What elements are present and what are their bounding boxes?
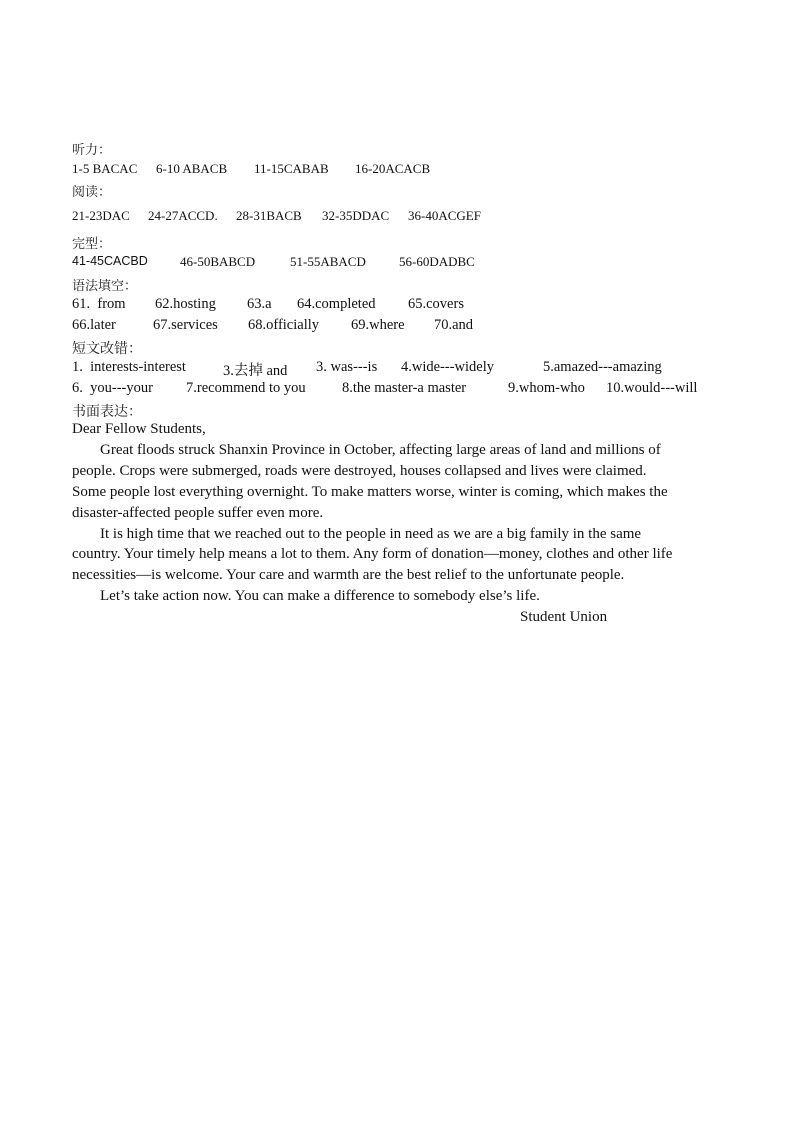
- correction-item: 7.recommend to you: [186, 380, 306, 396]
- letter-line: people. Crops were submerged, roads were destroyed, houses collapsed and lives were claimed.: [72, 463, 647, 479]
- listening-answers: [72, 161, 532, 179]
- grammar-item: 65.covers: [408, 296, 464, 312]
- grammar-item: 67.services: [153, 317, 218, 333]
- correction-item: 5.amazed---amazing: [543, 359, 662, 375]
- correction-item: 9.whom-who: [508, 380, 585, 396]
- correction-row-1: [72, 359, 712, 378]
- correction-item: 10.would---will: [606, 380, 698, 396]
- correction-item: 1. interests-interest: [72, 359, 186, 375]
- reading-item: 24-27ACCD.: [148, 208, 218, 223]
- letter-line: Let’s take action now. You can make a difference to somebody else’s life.: [100, 588, 540, 604]
- reading-item: 36-40ACGEF: [408, 208, 481, 223]
- letter-line: country. Your timely help means a lot to them. Any form of donation—money, clothes and other life: [72, 546, 673, 562]
- correction-item: 4.wide---widely: [401, 359, 495, 375]
- listening-heading: 听力：: [72, 143, 112, 158]
- grammar-item: 70.and: [434, 317, 474, 333]
- writing-heading: 书面表达：: [72, 404, 142, 420]
- reading-answers: [72, 208, 532, 226]
- grammar-item: 69.where: [351, 317, 405, 333]
- grammar-item: 64.completed: [297, 296, 376, 312]
- letter-line: disaster-affected people suffer even more.: [72, 505, 324, 521]
- cloze-heading: 完型：: [72, 237, 112, 252]
- listening-item: 6-10 ABACB: [156, 161, 228, 176]
- grammar-item: 61. from: [72, 296, 126, 312]
- grammar-row-2: [72, 317, 532, 336]
- cloze-item: 41-45CACBD: [72, 254, 148, 268]
- listening-item: 16-20ACACB: [355, 161, 431, 176]
- listening-item: 1-5 BACAC: [72, 161, 138, 176]
- grammar-item: 63.a: [247, 296, 272, 312]
- correction-row-2: [72, 380, 712, 399]
- letter-line: Some people lost everything overnight. To make matters worse, winter is coming, which makes the: [72, 484, 668, 500]
- cloze-answers: [72, 254, 532, 272]
- grammar-heading: 语法填空：: [72, 279, 138, 294]
- reading-item: 21-23DAC: [72, 208, 130, 223]
- reading-item: 32-35DDAC: [322, 208, 390, 223]
- correction-item: 8.the master-a master: [342, 380, 467, 396]
- listening-item: 11-15CABAB: [254, 161, 329, 176]
- correction-item: 3.去掉 and: [223, 363, 288, 379]
- cloze-item: 56-60DADBC: [399, 254, 475, 269]
- grammar-row-1: [72, 296, 532, 315]
- letter-line: necessities—is welcome. Your care and warmth are the best relief to the unfortunate people.: [72, 567, 625, 583]
- grammar-item: 66.later: [72, 317, 116, 333]
- reading-item: 28-31BACB: [236, 208, 302, 223]
- letter-line: It is high time that we reached out to the people in need as we are a big family in the same: [100, 526, 642, 542]
- reading-heading: 阅读：: [72, 185, 112, 200]
- cloze-item: 46-50BABCD: [180, 254, 256, 269]
- letter-line: Great floods struck Shanxin Province in October, affecting large areas of land and millions of: [100, 442, 661, 458]
- correction-heading: 短文改错：: [72, 341, 142, 357]
- letter-salutation: Dear Fellow Students,: [72, 421, 206, 437]
- grammar-item: 68.officially: [248, 317, 320, 333]
- letter-signature: Student Union: [520, 609, 608, 625]
- correction-item: 6. you---your: [72, 380, 153, 396]
- grammar-item: 62.hosting: [155, 296, 216, 312]
- correction-item: 3. was---is: [316, 359, 378, 375]
- cloze-item: 51-55ABACD: [290, 254, 366, 269]
